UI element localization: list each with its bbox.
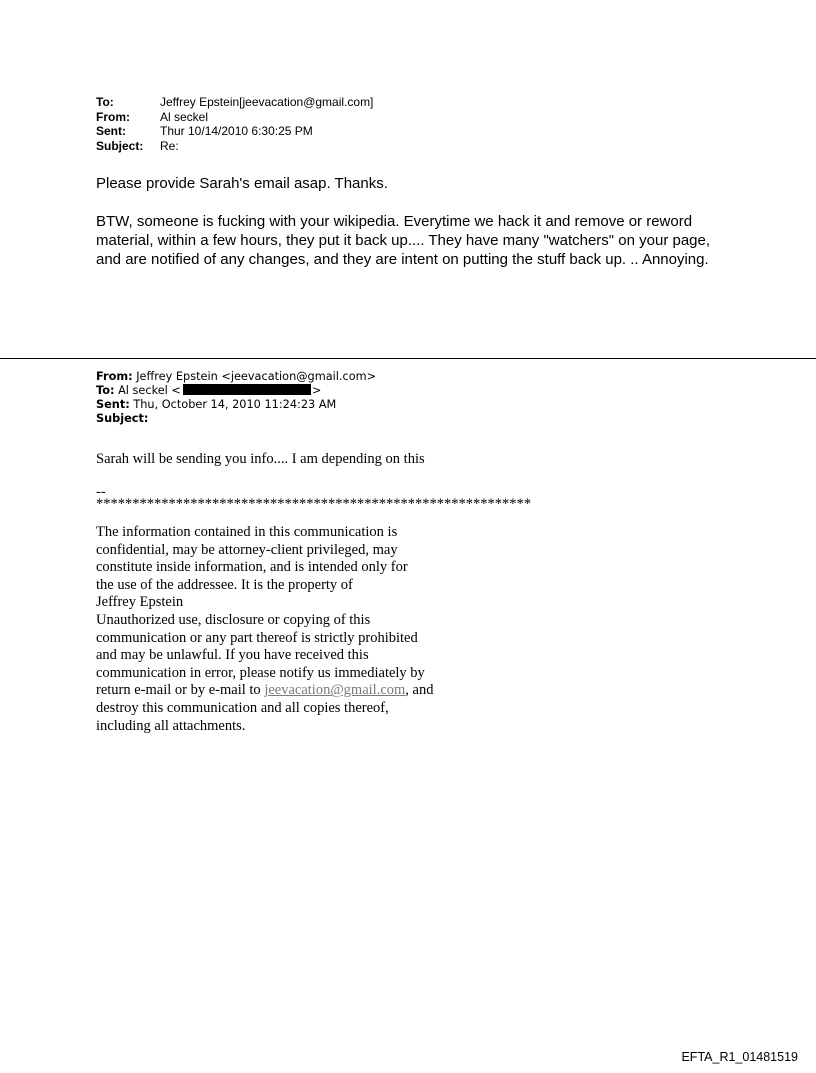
email1-sent-label: Sent: (96, 124, 126, 138)
email2-from-value: Jeffrey Epstein <jeevacation@gmail.com> (132, 370, 377, 383)
email1-from-row (96, 110, 373, 125)
disclaimer-line: The information contained in this communication is (96, 524, 398, 540)
disclaimer-line: the use of the addressee. It is the property of (96, 576, 353, 593)
email1-from-value: Al seckel (160, 109, 209, 124)
email2-to-row (96, 384, 376, 398)
disclaimer-line: confidential, may be attorney-client privileged, may (96, 541, 398, 558)
email1-subject-row (96, 139, 373, 154)
confidentiality-disclaimer (96, 524, 433, 735)
email2-subject-row (96, 412, 376, 426)
email2-body (96, 451, 425, 469)
disclaimer-line: and may be unlawful. If you have received this (96, 647, 369, 664)
disclaimer-line: communication or any part thereof is strictly prohibited (96, 629, 418, 646)
email1-to-row (96, 95, 373, 110)
disclaimer-line: communication in error, please notify us immediately by (96, 664, 425, 681)
email2-sent-row (96, 398, 376, 412)
email1-sent-value: Thur 10/14/2010 6:30:25 PM (160, 124, 313, 138)
bates-number: EFTA_R1_01481519 (681, 1050, 798, 1064)
disclaimer-line: constitute inside information, and is intended only for (96, 559, 408, 576)
signature-asterisks: ************************************************************ (96, 496, 531, 512)
email1-body (96, 174, 716, 288)
email1-from-label: From: (96, 109, 130, 124)
disclaimer-line: Unauthorized use, disclosure or copying of this (96, 611, 371, 628)
email1-to-label: To: (96, 95, 114, 109)
email2-sent-value: Thu, October 14, 2010 11:24:23 AM (129, 398, 337, 411)
email1-subject-label: Subject: (96, 138, 144, 153)
disclaimer-line: including all attachments. (96, 717, 246, 734)
email1-sent-row (96, 124, 373, 139)
return-suffix: , and (405, 682, 434, 699)
redaction-bar (183, 384, 311, 395)
signature-separator (96, 486, 531, 510)
email-divider (0, 358, 816, 359)
email1-to-value: Jeffrey Epstein[jeevacation@gmail.com] (160, 95, 374, 109)
email2-to-label: To: (96, 384, 115, 397)
disclaimer-line: Jeffrey Epstein (96, 594, 184, 611)
disclaimer-line: destroy this communication and all copies thereof, (96, 699, 389, 716)
email2-header (96, 370, 376, 426)
disclaimer-return-line (96, 682, 433, 700)
return-prefix: return e-mail or by e-mail to (96, 682, 265, 699)
email2-from-label: From: (96, 370, 133, 383)
email1-header (96, 95, 373, 153)
email2-from-row (96, 370, 376, 384)
email1-subject-value: Re: (160, 138, 179, 153)
email2-message: Sarah will be sending you info.... I am depending on this (96, 451, 425, 467)
email2-to-suffix: > (311, 384, 322, 397)
email-link[interactable]: jeevacation@gmail.com (264, 682, 406, 699)
email2-sent-label: Sent: (96, 398, 130, 411)
email1-paragraph: Please provide Sarah's email asap. Thanks. (96, 175, 388, 192)
email2-to-value: Al seckel < (114, 384, 181, 397)
email2-subject-label: Subject: (96, 412, 149, 425)
email1-paragraph: BTW, someone is fucking with your wikipedia. Everytime we hack it and remove or reword material, within a few hours, they put it back up.... They have many "watchers" on your page, and are notified of any changes, and they are intent on putting the stuff back up. .. Annoying. (96, 213, 711, 268)
signature-dashes: -- (96, 484, 106, 500)
